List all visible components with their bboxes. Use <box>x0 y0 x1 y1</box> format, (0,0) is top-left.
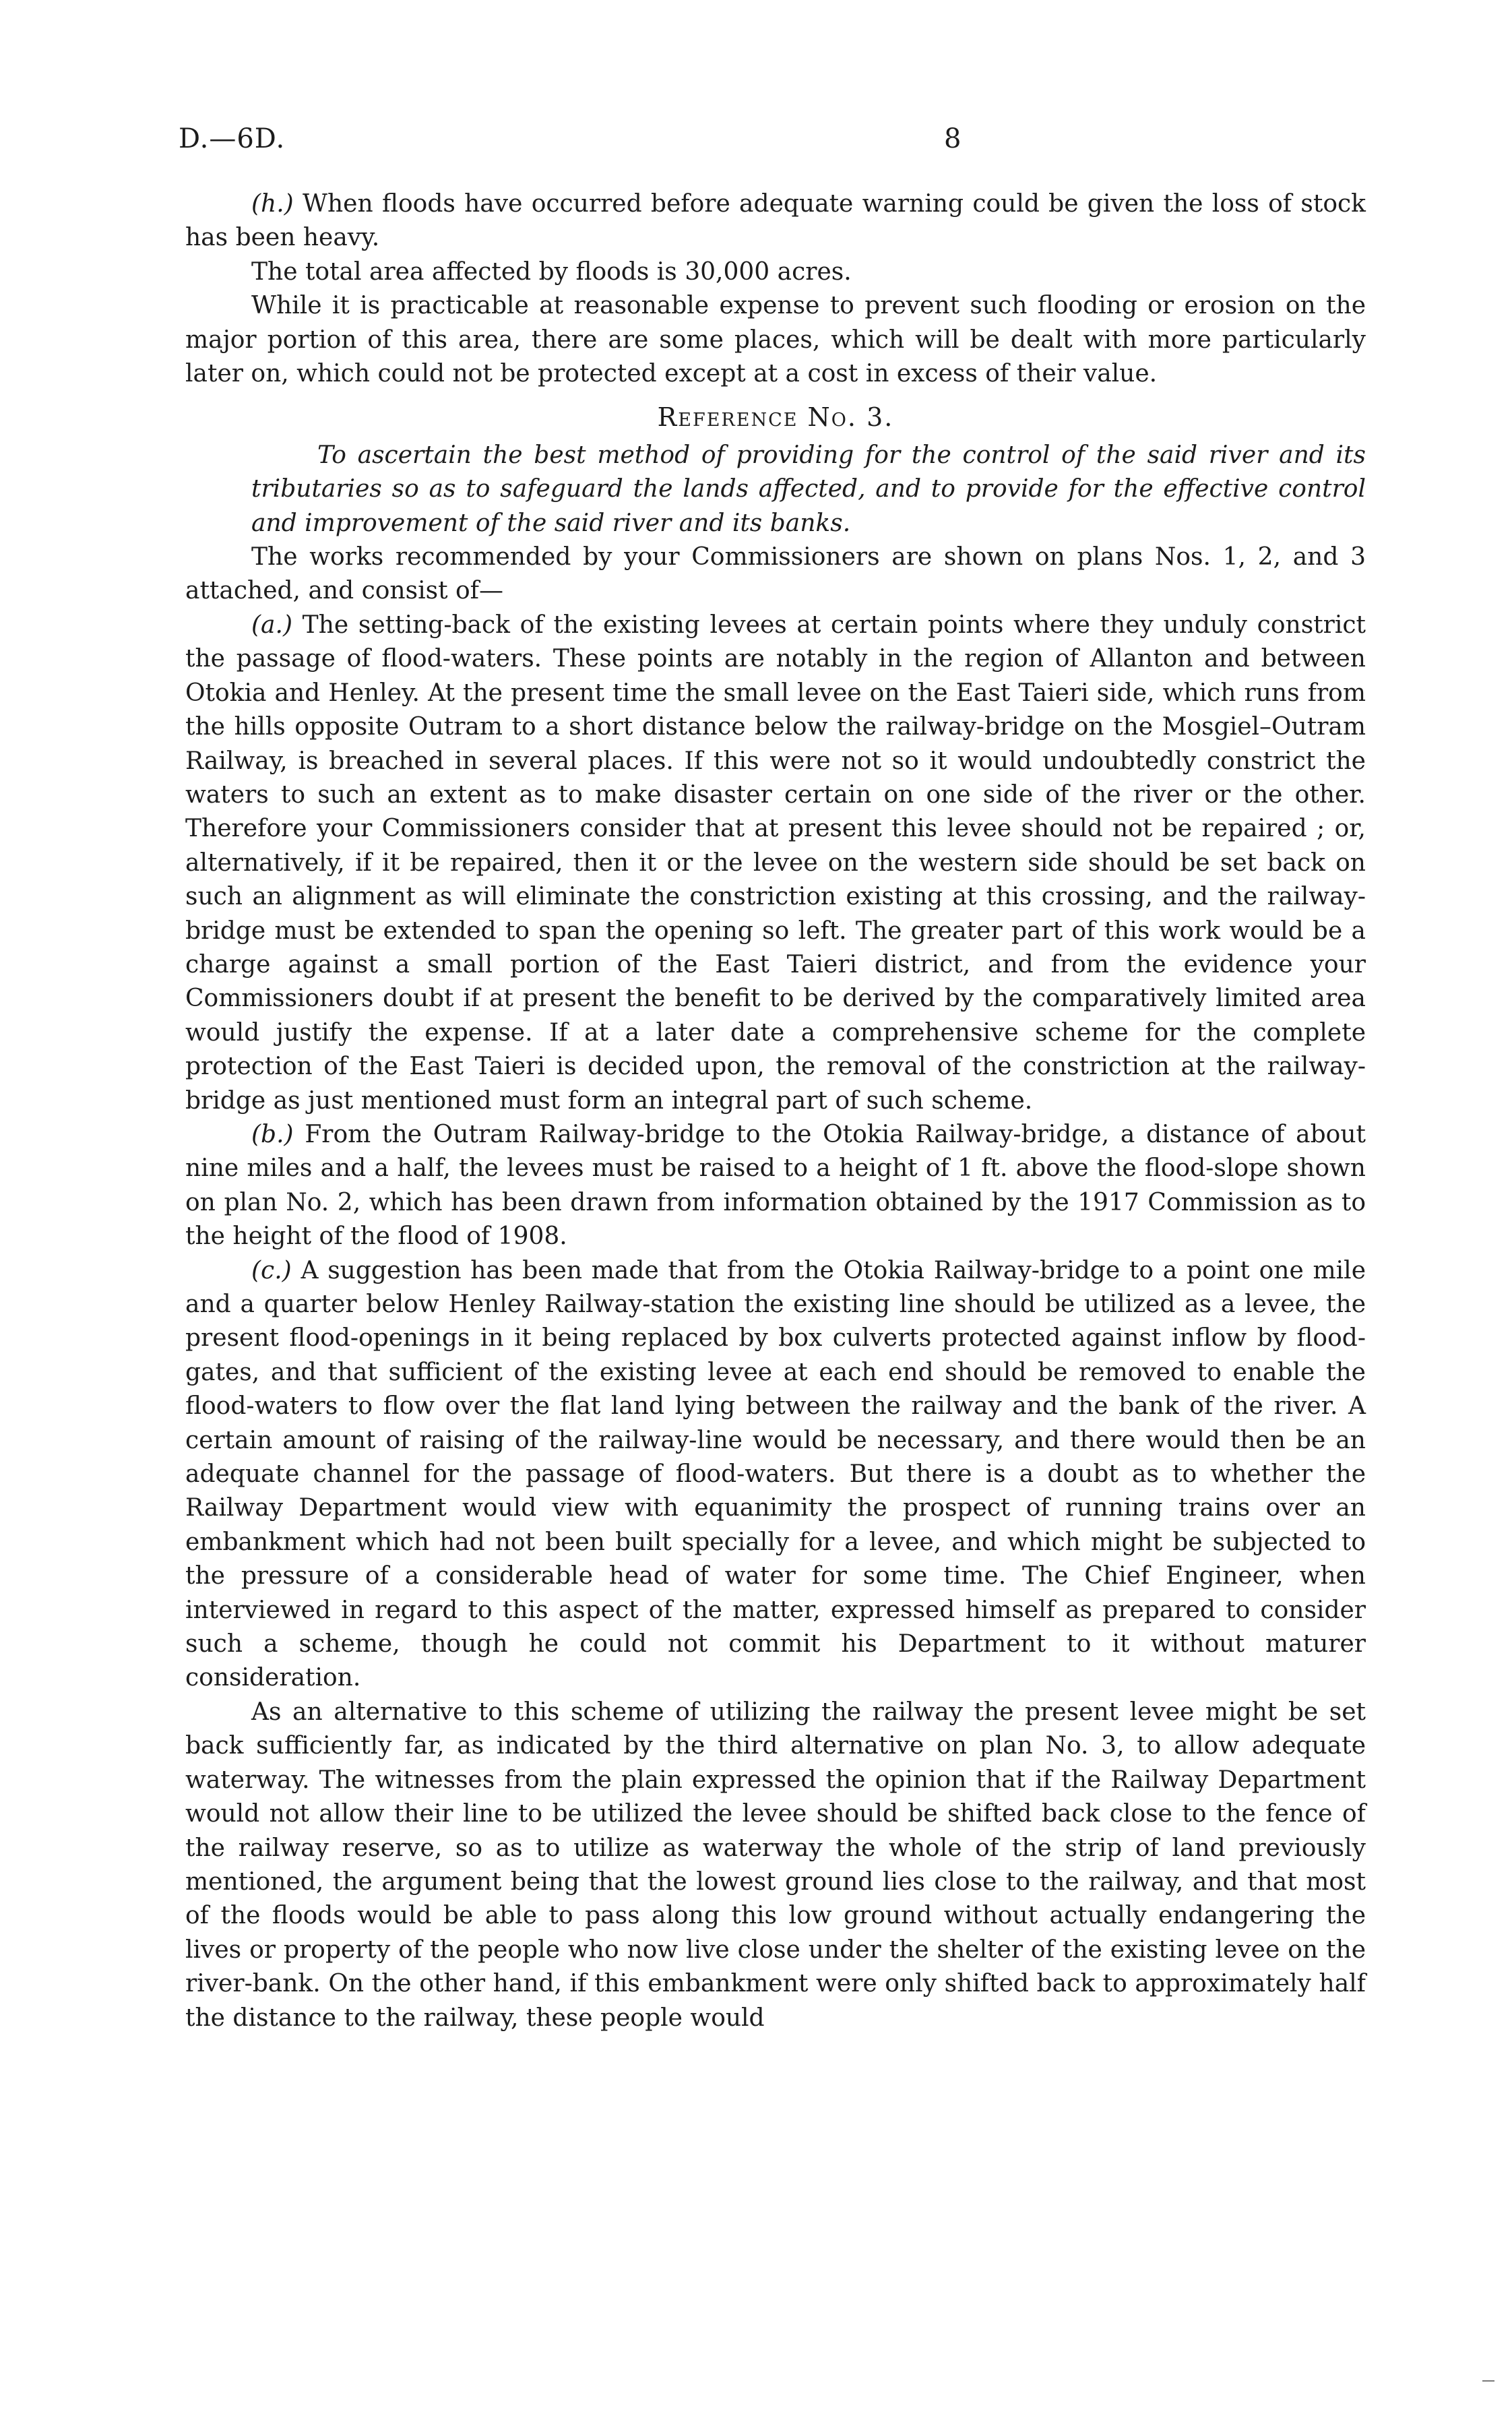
terms-of-reference: To ascertain the best method of providing for the control of the said river and its tributaries so as to safeguard the lands affected, and to provide for the effective control and improvement of the said river and its banks. <box>251 441 1366 537</box>
body-text <box>185 187 1366 2035</box>
section-heading: Reference No. 3. <box>657 402 894 433</box>
item-label-h: (h.) <box>251 190 294 218</box>
paragraph-total-area: The total area affected by floods is 30,000 acres. <box>251 257 852 286</box>
paragraph-h-text: When floods have occurred before adequate warning could be given the loss of stock has been heavy. <box>185 190 1366 252</box>
paragraph-b <box>185 1118 1366 1254</box>
document-reference: D.—6D. <box>179 123 286 154</box>
paragraph-practicable: While it is practicable at reasonable expense to prevent such flooding or erosion on the major portion of this area, there are some places, which will be dealt with more particularly later on, which could not be protected except at a cost in excess of their value. <box>185 292 1366 388</box>
paragraph-h <box>185 187 1366 255</box>
item-label-c: (c.) <box>251 1256 292 1284</box>
paragraph-b-text: From the Outram Railway-bridge to the Otokia Railway-bridge, a distance of about nine miles and a half, the levees must be raised to a height of 1 ft. above the flood-slope shown on plan No. 2, which has been drawn from information obtained by the 1917 Commission as to the height of the flood of 1908. <box>185 1120 1366 1251</box>
paragraph-c-text: A suggestion has been made that from the Otokia Railway-bridge to a point one mile and a quarter below Henley Railway-station the existing line should be utilized as a levee, the present flood-openings in it being replaced by box culverts protected against inflow by flood-gates, and that sufficient of the existing levee at each end should be removed to enable the flood-waters to flow over the flat land lying between the railway and the bank of the river. A certain amount of raising of the railway-line would be necessary, and there would then be an adequate channel for the passage of flood-waters. But there is a doubt as to whether the Railway Department would view with equanimity the prospect of running trains over an embankment which had not been built specially for a levee, and which might be subjected to the pressure of a considerable head of water for some time. The Chief Engineer, when interviewed in regard to this aspect of the matter, expressed himself as prepared to consider such a scheme, though he could not commit his Department to it without maturer consideration. <box>185 1256 1366 1692</box>
item-label-b: (b.) <box>251 1120 294 1148</box>
paragraph-a-text: The setting-back of the existing levees at certain points where they unduly constrict the passage of flood-waters. These points are notably in the region of Allanton and between Otokia and Henley. At the present time the small levee on the East Taieri side, which runs from the hills opposite Outram to a short distance below the railway-bridge on the Mosgiel–Outram Railway, is breached in several places. If this were not so it would undoubtedly constrict the waters to such an extent as to make disaster certain on one side of the river or the other. Therefore your Commissioners consider that at present this levee should not be repaired ; or, alternatively, if it be repaired, then it or the levee on the western side should be set back on such an alignment as will eliminate the constriction existing at this crossing, and the railway-bridge must be extended to span the opening so left. The greater part of this work would be a charge against a small portion of the East Taieri district, and from the evidence your Commissioners doubt if at present the benefit to be derived by the comparatively limited area would justify the expense. If at a later date a comprehensive scheme for the complete protection of the East Taieri is decided upon, the removal of the constriction at the railway-bridge as just mentioned must form an integral part of such scheme. <box>185 611 1366 1115</box>
scan-mark <box>1482 2380 1494 2382</box>
paragraph-c <box>185 1254 1366 1696</box>
page-header <box>179 123 1364 164</box>
page-number: 8 <box>944 123 962 154</box>
item-label-a: (a.) <box>251 611 292 639</box>
paragraph-alternative: As an alternative to this scheme of utilizing the railway the present levee might be set back sufficiently far, as indicated by the third alternative on plan No. 3, to allow adequate waterway. The witnesses from the plain expressed the opinion that if the Railway Department would not allow their line to be utilized the levee should be shifted back close to the fence of the railway reserve, so as to utilize as waterway the whole of the strip of land previously mentioned, the argument being that the lowest ground lies close to the railway, and that most of the floods would be able to pass along this low ground without actually endangering the lives or property of the people who now live close under the shelter of the existing levee on the river-bank. On the other hand, if this embankment were only shifted back to approximately half the distance to the railway, these people would <box>185 1698 1366 2032</box>
paragraph-a <box>185 609 1366 1118</box>
paragraph-works-intro: The works recommended by your Commissioners are shown on plans Nos. 1, 2, and 3 attached, and consist of— <box>185 543 1366 605</box>
